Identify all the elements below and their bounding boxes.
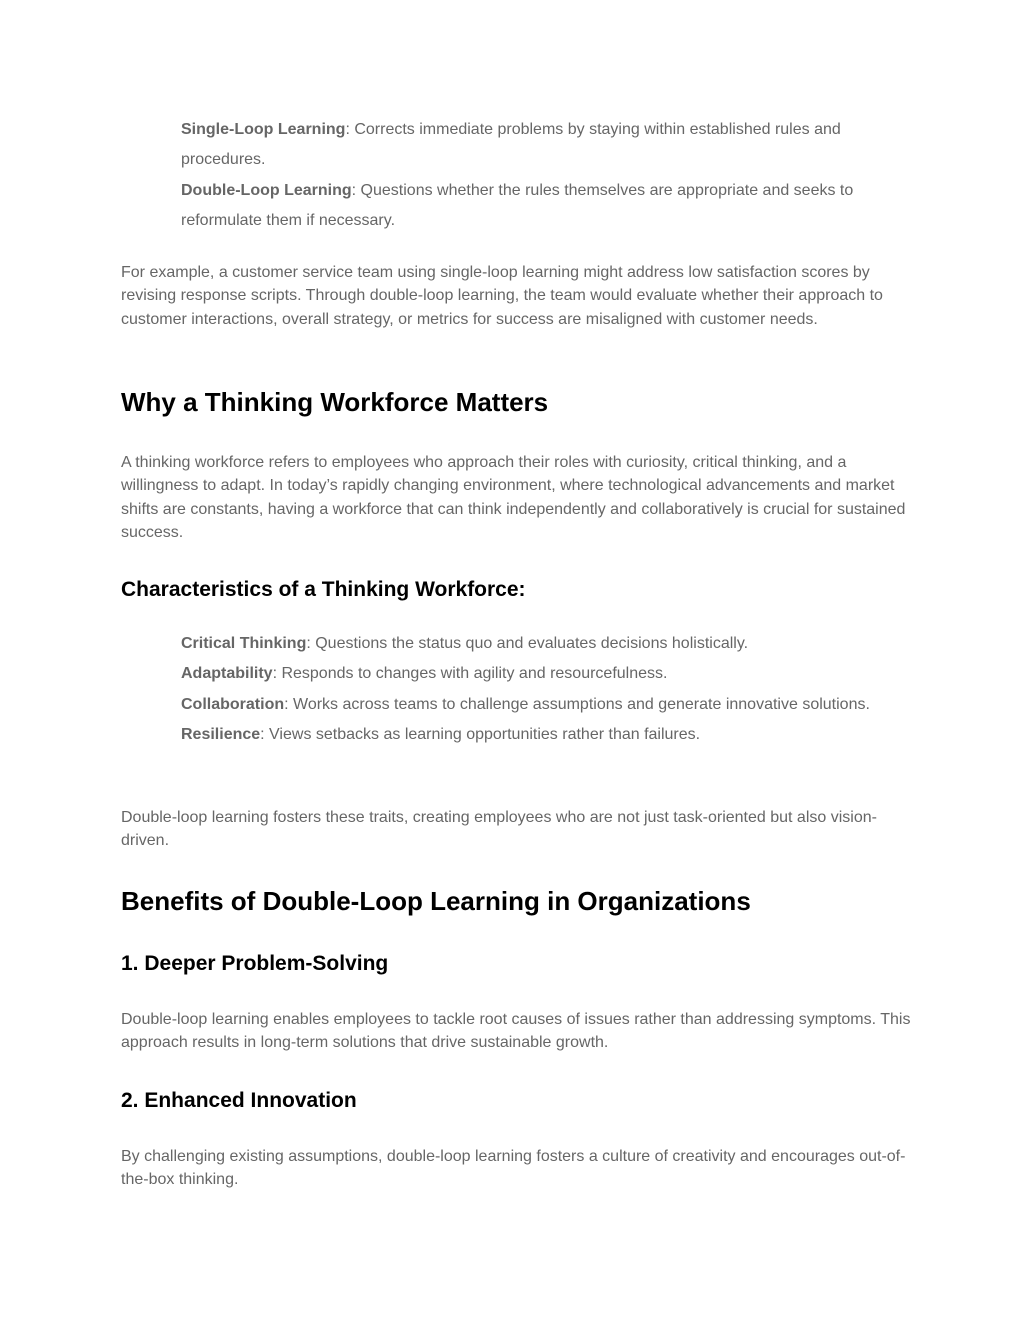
list-item-term: Collaboration: [181, 695, 285, 713]
list-item-description: : Questions the status quo and evaluates decisions holistically.: [306, 635, 749, 652]
benefit-paragraph-innovation: By challenging existing assumptions, double-loop learning fosters a culture of creativity and encourages out-of-the-box thinking.: [121, 1148, 906, 1189]
list-item-term: Single-Loop Learning: [181, 121, 346, 138]
list-item-description: : Works across teams to challenge assumptions and generate innovative solutions.: [284, 695, 870, 713]
characteristics-list: [181, 629, 921, 750]
list-item-description: : Corrects immediate problems by staying within established rules and procedures.: [181, 121, 841, 169]
section-heading-thinking-workforce: Why a Thinking Workforce Matters: [121, 387, 549, 417]
benefit-paragraph-problem-solving: Double-loop learning enables employees to tackle root causes of issues rather than addressing symptoms. This approach results in long-term solutions that drive sustainable growth.: [121, 1011, 911, 1052]
list-item: [181, 629, 921, 659]
list-item-description: : Responds to changes with agility and resourcefulness.: [272, 665, 668, 683]
benefit-heading-innovation: 2. Enhanced Innovation: [121, 1089, 357, 1112]
list-item: [181, 115, 921, 176]
list-item-term: Resilience: [181, 725, 261, 743]
list-item-description: : Views setbacks as learning opportunities rather than failures.: [260, 725, 701, 743]
example-paragraph: For example, a customer service team using single-loop learning might address low satisfaction scores by revising response scripts. Through double-loop learning, the team would evaluate whether their approach to customer interactions, overall strategy, or metrics for success are misaligned with customer needs.: [121, 264, 883, 328]
list-item: [181, 690, 921, 720]
list-item-term: Double-Loop Learning: [181, 181, 352, 199]
list-item: [181, 176, 921, 237]
thinking-workforce-paragraph: A thinking workforce refers to employees who approach their roles with curiosity, critical thinking, and a willingness to adapt. In today’s rapidly changing environment, where technological advancements and market shifts are constants, having a workforce that can think independently and collaboratively is crucial for sustained success.: [121, 454, 906, 541]
list-item-term: Critical Thinking: [181, 635, 307, 652]
list-item: [181, 720, 921, 750]
characteristics-subheading: Characteristics of a Thinking Workforce:: [121, 578, 526, 601]
list-item: [181, 659, 921, 689]
loop-types-list: [181, 115, 921, 236]
benefit-heading-problem-solving: 1. Deeper Problem-Solving: [121, 952, 389, 975]
list-item-description: : Questions whether the rules themselves are appropriate and seeks to reformulate them if necessary.: [181, 181, 854, 229]
characteristics-closing-paragraph: Double-loop learning fosters these traits, creating employees who are not just task-oriented but also vision-driven.: [121, 809, 877, 850]
section-heading-benefits: Benefits of Double-Loop Learning in Organizations: [121, 886, 751, 916]
list-item-term: Adaptability: [181, 665, 273, 683]
